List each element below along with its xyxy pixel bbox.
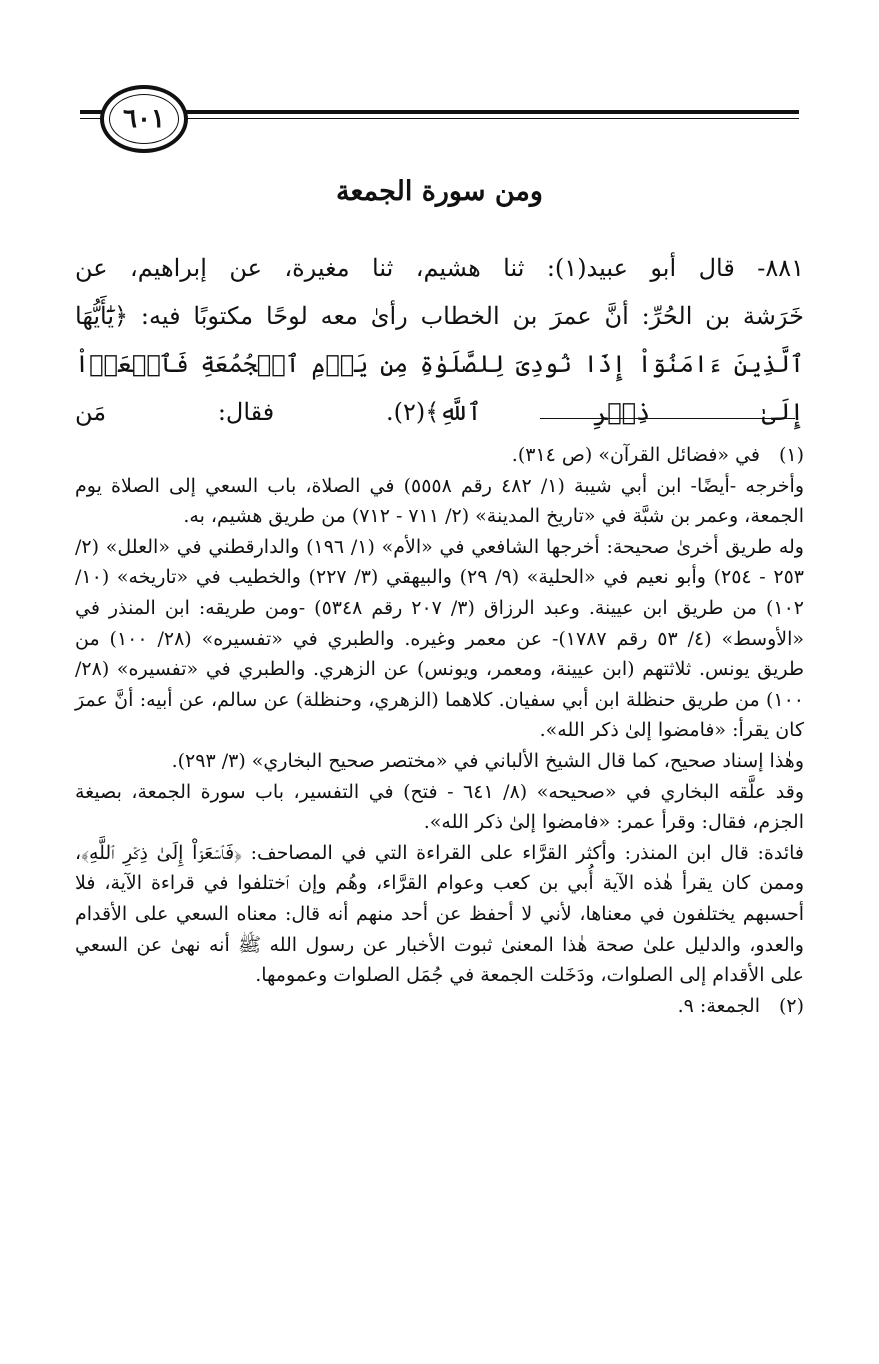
footnote-paragraph: وقد علَّقه البخاري في «صحيحه» (٨/ ٦٤١ - فتح) في التفسير، باب سورة الجمعة، بصيغة الجزم، فقال: وقرأ عمر: «فامضوا إلىٰ ذكر الله». bbox=[75, 780, 804, 834]
main-text bbox=[75, 244, 804, 436]
footnote-paragraph: الجمعة: ٩. bbox=[677, 994, 760, 1017]
footnote-paragraph: وأخرجه -أيضًا- ابن أبي شيبة (١/ ٤٨٢ رقم ٥٥٥٨) في الصلاة، باب السعي إلى الصلاة يوم الجمعة، وعمر بن شبَّة في «تاريخ المدينة» (٢/ ٧١١ - ٧١٢) من طريق هشيم، به. bbox=[75, 474, 804, 528]
chapter-title: ومن سورة الجمعة bbox=[336, 176, 543, 207]
footnote-body bbox=[75, 991, 760, 1022]
footnote-paragraph: في «فضائل القرآن» (ص ٣١٤). bbox=[511, 444, 760, 466]
page-number: ٦٠١ bbox=[123, 104, 165, 134]
footnote-number: (١) bbox=[778, 444, 804, 466]
footnote-1 bbox=[75, 440, 804, 471]
footnote-paragraph: فائدة: قال ابن المنذر: وأكثر القرَّاء على القراءة التي في المصاحف: ﴿فَٱسۡعَوۡاْ إِلَىٰ ذِكۡرِ ٱللَّهِ﴾، وممن كان يقرأ هٰذه الآية أُبي بن كعب وعوام القرَّاء، وهُم وإن ٱختلفوا في قراءة الآية، فلا أحسبهم يختلفون في معناها، لأني لا أحفظ عن أحد منهم أنه قال: معناه السعي على الأقدام والعدو، والدليل علىٰ صحة هٰذا المعنىٰ ثبوت الأخبار عن رسول الله ﷺ أنه نهىٰ عن السعي على الأقدام إلى الصلوات، ودَخَلت الجمعة في جُمَل الصلوات وعمومها. bbox=[75, 841, 804, 987]
main-line-3: ٱلَّذِينَ ءَامَنُوٓاْ إِذَا نُودِىَ لِلصَّلَوٰةِ مِن يَوۡمِ ٱلۡجُمُعَةِ فَٱسۡعَوۡاْ إِلَىٰ ذِكۡرِ ٱللَّهِ﴾(٢). فقال: مَن bbox=[75, 350, 804, 426]
footnote-body bbox=[75, 440, 760, 471]
footnote-2 bbox=[75, 991, 804, 1022]
footnotes bbox=[75, 440, 804, 1021]
page-number-oval bbox=[100, 85, 188, 153]
footnote-paragraph: وهٰذا إسناد صحيح، كما قال الشيخ الألباني في «مختصر صحيح البخاري» (٣/ ٢٩٣). bbox=[171, 749, 804, 772]
footnote-number: (٢) bbox=[778, 994, 804, 1017]
footnote-separator bbox=[540, 418, 795, 419]
main-line-1: ٨٨١- قال أبو عبيد(١): ثنا هشيم، ثنا مغيرة، عن إبراهيم، عن bbox=[75, 254, 805, 282]
footnote-paragraph: وله طريق أخرىٰ صحيحة: أخرجها الشافعي في «الأم» (١/ ١٩٦) والدارقطني في «العلل» (٢/ ٢٥٣ - ٢٥٤) وأبو نعيم في «الحلية» (٩/ ٢٩) والبيهقي (٣/ ٢٢٧) والخطيب في «تاريخه» (١٠/ ١٠٢) من طريق ابن عيينة. وعبد الرزاق (٣/ ٢٠٧ رقم ٥٣٤٨) -ومن طريقه: ابن المنذر في «الأوسط» (٤/ ٥٣ رقم ١٧٨٧)- عن معمر وغيره. والطبري في «تفسيره» (٢٨/ ١٠٠) من طريق يونس. ثلاثتهم (ابن عيينة، ومعمر، ويونس) عن الزهري. والطبري في «تفسيره» (٢٨/ ١٠٠) من طريق حنظلة ابن أبي سفيان. كلاهما (الزهري، وحنظلة) عن سالم، عن أبيه: أنَّ عمرَ كان يقرأ: «فامضوا إلىٰ ذكر الله». bbox=[75, 535, 805, 742]
main-line-2: خَرَشة بن الحُرِّ: أنَّ عمرَ بن الخطاب رأىٰ معه لوحًا مكتوبًا فيه: ﴿يَٰٓأَيُّهَا bbox=[75, 302, 804, 330]
